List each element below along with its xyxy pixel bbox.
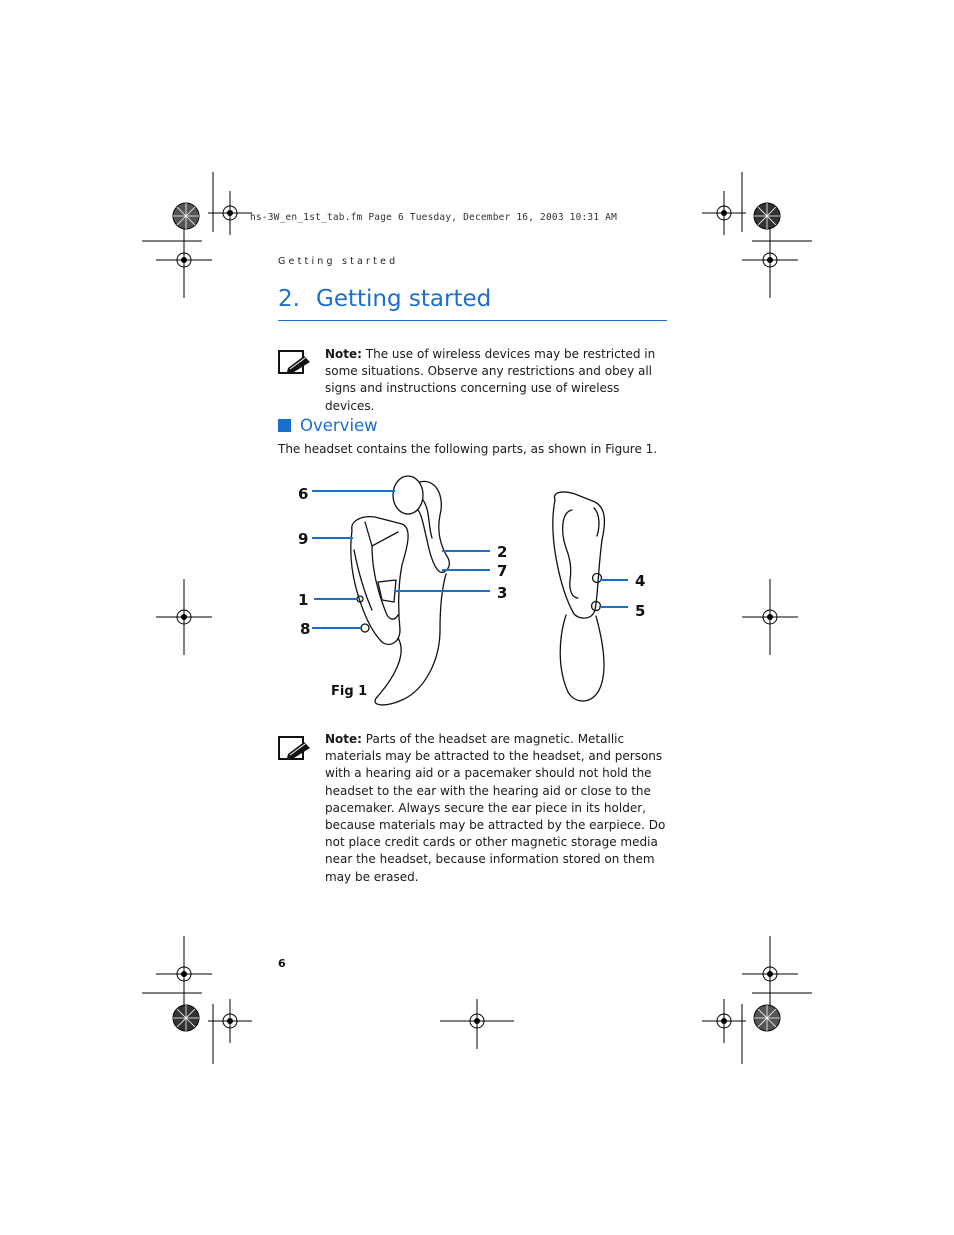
figure-caption: Fig 1	[331, 684, 368, 699]
note-body: The use of wireless devices may be restricted in some situations. Observe any restrictions and obey all signs and instructions concerning use of wireless devices.	[325, 347, 656, 413]
callout-8: 8	[300, 620, 311, 638]
callout-9: 9	[298, 530, 309, 548]
chapter-title: Getting started	[316, 286, 492, 312]
file-slug: hs-3W_en_1st_tab.fm Page 6 Tuesday, December 16, 2003 10:31 AM	[250, 212, 618, 223]
note-label: Note:	[325, 347, 362, 361]
section-square-icon	[278, 419, 291, 432]
note-icon	[278, 736, 312, 762]
section-heading	[278, 416, 378, 435]
chapter-heading	[278, 286, 491, 312]
headset-figure	[290, 470, 670, 710]
running-header: Getting started	[278, 256, 399, 267]
callout-2: 2	[497, 543, 508, 561]
note-icon	[278, 350, 312, 376]
intro-text: The headset contains the following parts, as shown in Figure 1.	[278, 442, 658, 456]
note-label: Note:	[325, 732, 362, 746]
heading-rule	[278, 320, 667, 321]
callout-4: 4	[635, 572, 646, 590]
chapter-number: 2.	[278, 286, 300, 312]
callout-5: 5	[635, 602, 646, 620]
callout-7: 7	[497, 562, 508, 580]
callout-3: 3	[497, 584, 508, 602]
page-number: 6	[278, 957, 286, 970]
note-paragraph-magnetic	[325, 731, 670, 886]
note-body: Parts of the headset are magnetic. Metallic materials may be attracted to the headset, and persons with a hearing aid or a pacemaker should not hold the headset to the ear with the hearing aid or close to the pacemaker. Always secure the ear piece in its holder, because materials may be attracted by the earpiece. Do not place credit cards or other magnetic storage media near the headset, because information stored on them may be erased.	[325, 732, 666, 884]
section-title: Overview	[300, 416, 378, 435]
earpiece-shape	[393, 476, 423, 514]
note-paragraph	[325, 346, 670, 415]
callout-6: 6	[298, 485, 309, 503]
callout-1: 1	[298, 591, 309, 609]
